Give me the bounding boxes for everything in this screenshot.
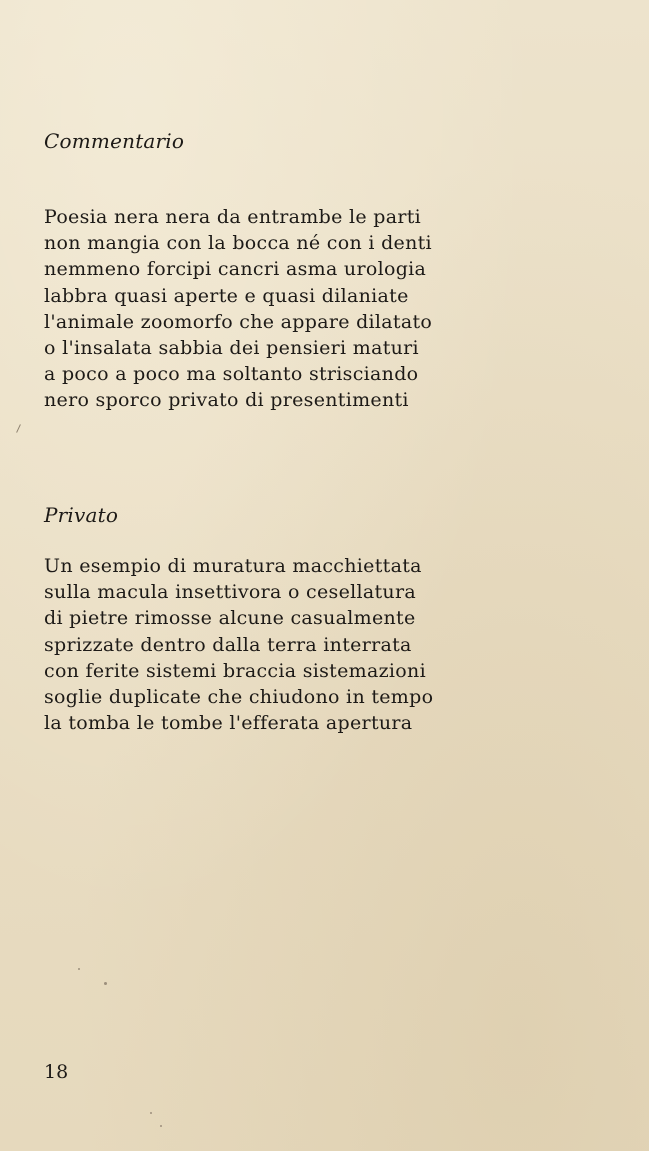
paper-speck (150, 1112, 152, 1114)
poem-title-privato: Privato (44, 503, 119, 527)
poem-line: non mangia con la bocca né con i denti (44, 232, 432, 255)
poem-body-privato (44, 553, 433, 736)
paper-speck (78, 968, 80, 970)
poem-line: l'animale zoomorfo che appare dilatato (44, 310, 433, 333)
poem-line: sprizzate dentro dalla terra interrata (44, 633, 412, 656)
poem-line: soglie duplicate che chiudono in tempo (44, 686, 434, 709)
poem-body-commentario (44, 204, 432, 414)
poem-line: labbra quasi aperte e quasi dilaniate (44, 284, 409, 307)
poem-title-commentario: Commentario (44, 129, 185, 153)
paper-speck (104, 982, 107, 985)
poem-line: di pietre rimosse alcune casualmente (44, 607, 416, 630)
margin-mark (16, 424, 21, 433)
page-number: 18 (44, 1061, 69, 1083)
poem-line: con ferite sistemi braccia sistemazioni (44, 659, 426, 682)
poem-line: Un esempio di muratura macchiettata (44, 555, 422, 577)
poem-line: la tomba le tombe l'efferata apertura (44, 712, 413, 735)
paper-speck (160, 1125, 162, 1127)
poem-line: Poesia nera nera da entrambe le parti (44, 206, 422, 228)
poem-line: a poco a poco ma soltanto strisciando (44, 363, 419, 386)
poem-line: nemmeno forcipi cancri asma urologia (44, 258, 427, 281)
poem-line: o l'insalata sabbia dei pensieri maturi (44, 337, 419, 360)
poem-line: sulla macula insettivora o cesellatura (44, 581, 416, 604)
poem-line: nero sporco privato di presentimenti (44, 389, 409, 412)
